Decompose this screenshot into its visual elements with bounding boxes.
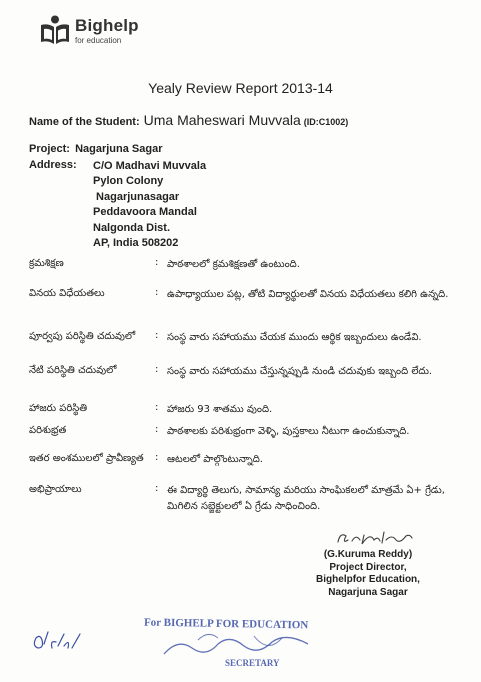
review-value: ఆటలలో పాల్గొంటున్నాది. [167,454,263,465]
project-line [29,137,162,156]
bighelp-logo [38,14,208,54]
address-line: Nalgonda Dist. [93,221,171,234]
stamp-signature [158,628,318,662]
student-label: Name of the Student: [29,116,140,128]
student-name: Uma Maheswari Muvvala [143,112,301,128]
review-key: అభిప్రాయాలు [29,484,82,495]
address-label: Address: [29,159,77,171]
stamp-top-text: For BIGHELP FOR EDUCATION [143,616,309,632]
director-signature [334,526,416,548]
review-key: నేటి పరిస్థితి చదువులో [29,365,117,376]
signatory-org: Bighelpfor Education, [316,574,420,585]
student-line [29,110,348,129]
handwritten-initials-date [30,626,86,656]
address-line: C/O Madhavi Muvvala [93,160,207,172]
address-block [93,159,206,251]
review-value: పాఠశాలలో క్రమశిక్షణతో ఉంటుంది. [167,259,300,270]
review-key: హాజరు పరిస్థితి [29,403,88,414]
address-line: Nagarjunasagar [93,190,180,203]
review-key: ఇతర అంశములలో ప్రావీణ్యత [29,453,144,464]
review-key: పరిశుభ్రత [29,425,67,436]
signatory-block [306,549,430,599]
logo-name: Bighelp [75,16,139,35]
report-page: Bighelp for education Yealy Review Report 2013-14 Name of the Student: Uma Maheswari Muvvala (ID:C1002) Project: Nagarjuna Sagar Address: C/O Madhavi Muvvala Pylon Colony Nagarjunasagar Peddavoora Mandal Nalgonda Dist. AP, India 508202 క్రమశిక్షణ : పాఠశాలలో క్రమశిక్షణతో ఉంటుంది. వినయ విధేయతలు : ఉపాధ్యాయుల పట్ల, తోటి విద్యార్థులతో వినయ విధేయతలు కలిగి ఉన్నది. పూర్వపు పరిస్థితి చదువులో : సంస్థ వారు సహాయము చేయక ముందు ఆర్థిక ఇబ్బందులు ఉండేవి. నేటి పరిస్థితి చదువులో : సంస్థ వారు సహాయము చేస్తున్నప్పుడి నుండి చదువుకు ఇబ్బంది లేదు. హాజరు పరిస్థితి : హాజరు 93 శాతము వుంది. పరిశుభ్రత : పాఠశాలకు పరిశుభ్రంగా వెళ్ళి, పుస్తకాలు నీటుగా ఉంచుకున్నాది. ఇతర అంశములలో ప్రావీణ్యత : ఆటలలో పాల్గొంటున్నాది. అభిప్రాయాలు : ఈ విద్యార్థి తెలుగు, సామాన్య మరియు సాంఘికలలో మాత్రమే ఏ+ గ్రేడు, మిగిలిన సబ్జెక్టులలో ఏ గ్రేడు సాధించింది. (G.Kuruma Reddy) Project Director, Bighelpfor Education, Nagarjuna Sagar For BIGHELP FOR EDUCATION SECRETARY [0,0,481,682]
logo-tagline: for education [75,36,122,45]
review-value: ఉపాధ్యాయుల పట్ల, తోటి విద్యార్థులతో వినయ విధేయతలు కలిగి ఉన్నది. [167,289,449,300]
signatory-place: Nagarjuna Sagar [328,586,408,598]
signatory-role: Project Director, [329,561,407,573]
student-id: (ID:C1002) [303,117,349,127]
project-label: Project: [29,143,70,155]
review-value: సంస్థ వారు సహాయము చేస్తున్నప్పుడి నుండి చదువుకు ఇబ్బంది లేదు. [167,366,433,377]
review-value: సంస్థ వారు సహాయము చేయక ముందు ఆర్థిక ఇబ్బందులు ఉండేవి. [167,332,422,343]
book-person-icon [38,14,72,48]
signatory-name: (G.Kuruma Reddy) [323,549,413,560]
review-value: ఈ విద్యార్థి తెలుగు, సామాన్య మరియు సాంఘికలలో మాత్రమే ఏ+ గ్రేడు, మిగిలిన సబ్జెక్టులలో ఏ గ్రేడు సాధించింది. [167,485,445,512]
address-line: AP, India 508202 [93,237,179,250]
project-value: Nagarjuna Sagar [75,143,163,155]
stamp-bottom-text: SECRETARY [225,658,280,668]
review-key: పూర్వపు పరిస్థితి చదువులో [29,331,136,342]
review-value: హాజరు 93 శాతము వుంది. [167,404,273,415]
review-key: క్రమశిక్షణ [29,258,64,269]
organisation-stamp [138,618,318,674]
review-key: వినయ విధేయతలు [29,288,105,299]
review-value: పాఠశాలకు పరిశుభ్రంగా వెళ్ళి, పుస్తకాలు నీటుగా ఉంచుకున్నాది. [167,426,410,437]
report-title: Yealy Review Report 2013-14 [148,80,333,96]
address-line: Pylon Colony [93,175,164,188]
address-line: Peddavoora Mandal [93,206,197,219]
